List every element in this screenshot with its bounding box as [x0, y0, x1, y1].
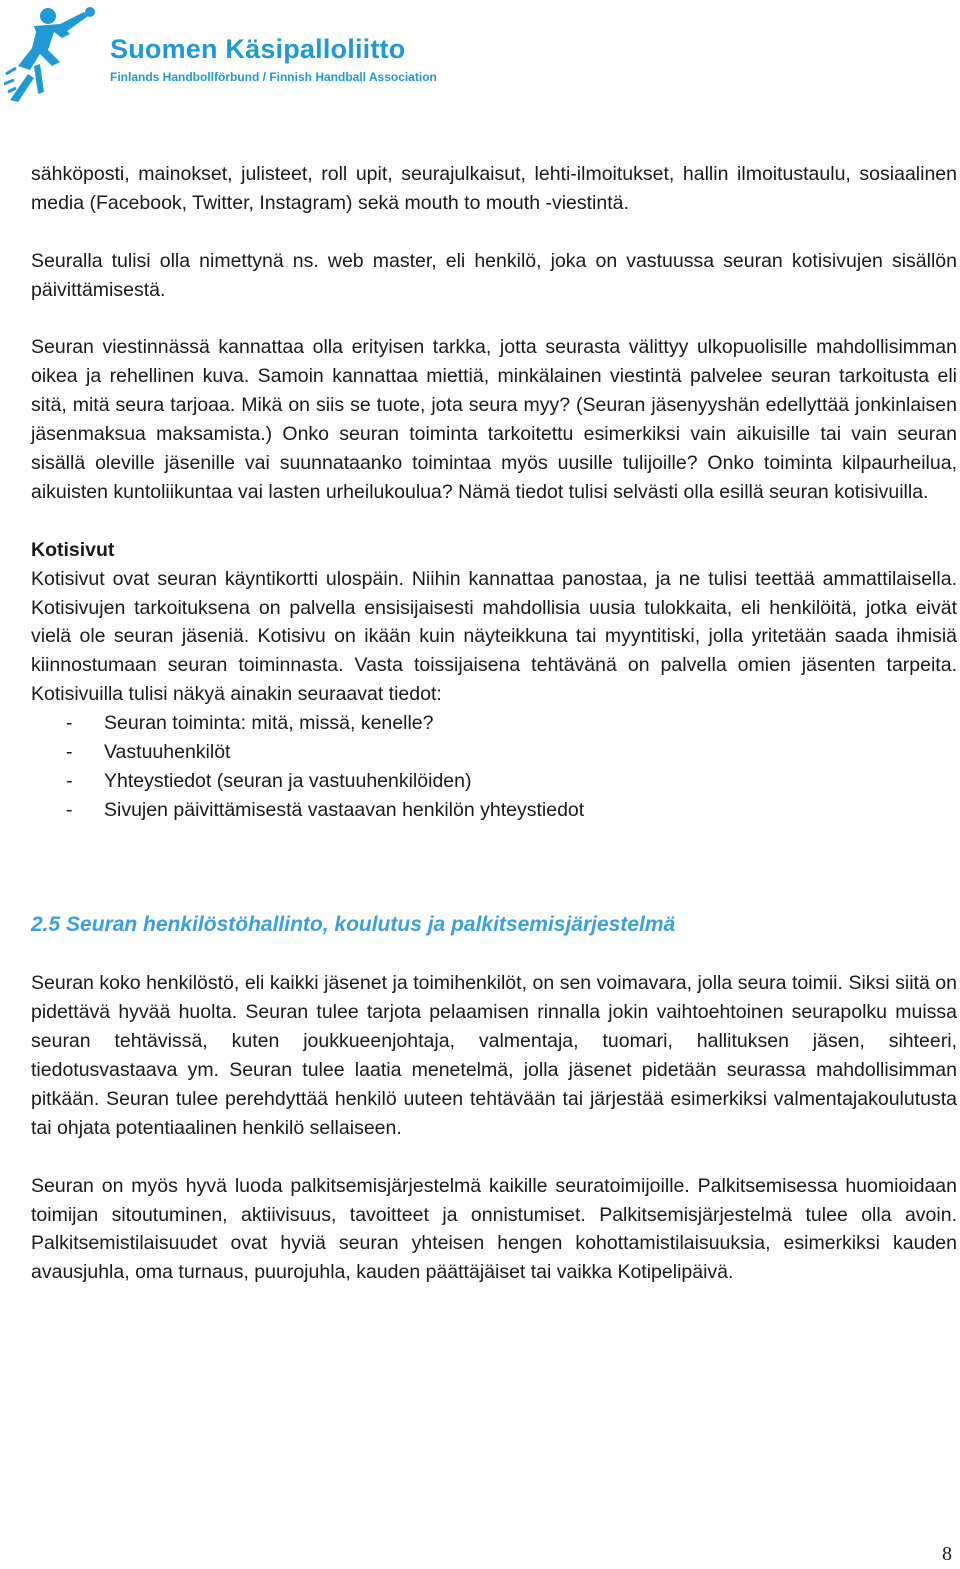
org-subtitle: Finlands Handbollförbund / Finnish Handball Association [110, 70, 437, 84]
list-dash: - [66, 769, 73, 792]
handball-player-icon [4, 4, 104, 104]
document-body [31, 160, 957, 1287]
section-heading: 2.5 Seuran henkilöstöhallinto, koulutus ja palkitsemisjärjestelmä [31, 913, 676, 937]
list-dash: - [66, 798, 73, 821]
kotisivut-heading: Kotisivut [31, 538, 115, 561]
paragraph-intro: sähköposti, mainokset, julisteet, roll upit, seurajulkaisut, lehti-ilmoitukset, hallin ilmoitustaulu, sosiaalinen media (Facebook, Twitter, Instagram) sekä mouth to mouth -viestintä. [31, 163, 957, 214]
paragraph-palkitseminen: Seuran on myös hyvä luoda palkitsemisjärjestelmä kaikille seuratoimijoille. Palkitsemisessa huomioidaan toimijan sitoutuminen, aktiivisuus, tavoitteet ja onnistumiset. Palkitsemisjärjestelmä tulee olla avoin. Palkitsemistilaisuudet ovat hyviä seuran yhteisen hengen kohottamistilaisuuksia, esimerkiksi kauden avausjuhla, oma turnaus, puurojuhla, kauden päättäjäiset tai vaikka Kotipelipäivä. [31, 1174, 957, 1284]
paragraph-webmaster: Seuralla tulisi olla nimettynä ns. web master, eli henkilö, joka on vastuussa seuran kotisivujen sisällön päivittämisestä. [31, 249, 957, 301]
list-item [31, 709, 957, 738]
header-logo [4, 4, 444, 104]
org-name: Suomen Käsipalloliitto [110, 34, 406, 64]
list-item-text: Yhteystiedot (seuran ja vastuuhenkilöiden) [104, 769, 472, 792]
list-item-text: Vastuuhenkilöt [104, 741, 231, 764]
list-item-text: Seuran toiminta: mitä, missä, kenelle? [104, 712, 434, 735]
page-number: 8 [942, 1543, 952, 1565]
list-item-text: Sivujen päivittämisestä vastaavan henkilön yhteystiedot [104, 798, 585, 821]
paragraph-henkilosto: Seuran koko henkilöstö, eli kaikki jäsenet ja toimihenkilöt, on sen voimavara, jolla seura toimii. Siksi siitä on pidettävä hyvää huolta. Seuran tulee tarjota pelaamisen rinnalla jokin vaihtoehtoinen seurapolku muissa seuran tehtävissä, kuten joukkueenjohtaja, valmentaja, tuomari, hallituksen jäsen, sihteeri, tiedotusvastaava ym. Seuran tulee laatia menetelmä, jolla jäsenet pidetään seurassa mahdollisimman pitkään. Seuran tulee perehdyttää henkilö uuteen tehtävään tai järjestää esimerkiksi valmentajakoulutusta tai ohjata potentiaalinen henkilö sellaiseen. [31, 972, 957, 1139]
paragraph-viestinta: Seuran viestinnässä kannattaa olla erityisen tarkka, jotta seurasta välittyy ulkopuolisille mahdollisimman oikea ja rehellinen kuva. Samoin kannattaa miettiä, minkälainen viestintä palvelee seuran tarkoitusta eli sitä, mitä seura tarjoaa. Mikä on siis se tuote, jota seura myy? (Seuran jäsenyyshän edellyttää jonkinlaisen jäsenmaksua maksamista.) Onko seuran toiminta tarkoitettu esimerkiksi vain aikuisille tai vain seuran sisällä oleville jäsenille vai suunnataanko toimintaa myös uusille tulijoille? Onko toiminta kilpaurheilua, aikuisten kuntoliikuntaa vai lasten urheilukoulua? Nämä tiedot tulisi selvästi olla esillä seuran kotisivuilla. [31, 336, 957, 503]
paragraph-kotisivut: Kotisivut ovat seuran käyntikortti ulospäin. Niihin kannattaa panostaa, ja ne tulisi teettää ammattilaisella. Kotisivujen tarkoituksena on palvella ensisijaisesti mahdollisia uusia tulokkaita, eli henkilöitä, jotka eivät vielä ole seuran jäseniä. Kotisivu on ikään kuin näyteikkuna tai myyntitiski, jolla yritetään saada ihmisiä kiinnostumaan seuran toiminnasta. Vasta toissijaisena tehtävänä on palvella omien jäsenten tarpeita. Kotisivuilla tulisi näkyä ainakin seuraavat tiedot: [31, 567, 957, 706]
info-list [31, 709, 957, 825]
list-item [31, 796, 957, 825]
list-item [31, 738, 957, 767]
list-dash: - [66, 741, 73, 764]
list-item [31, 767, 957, 796]
list-dash: - [66, 712, 73, 735]
